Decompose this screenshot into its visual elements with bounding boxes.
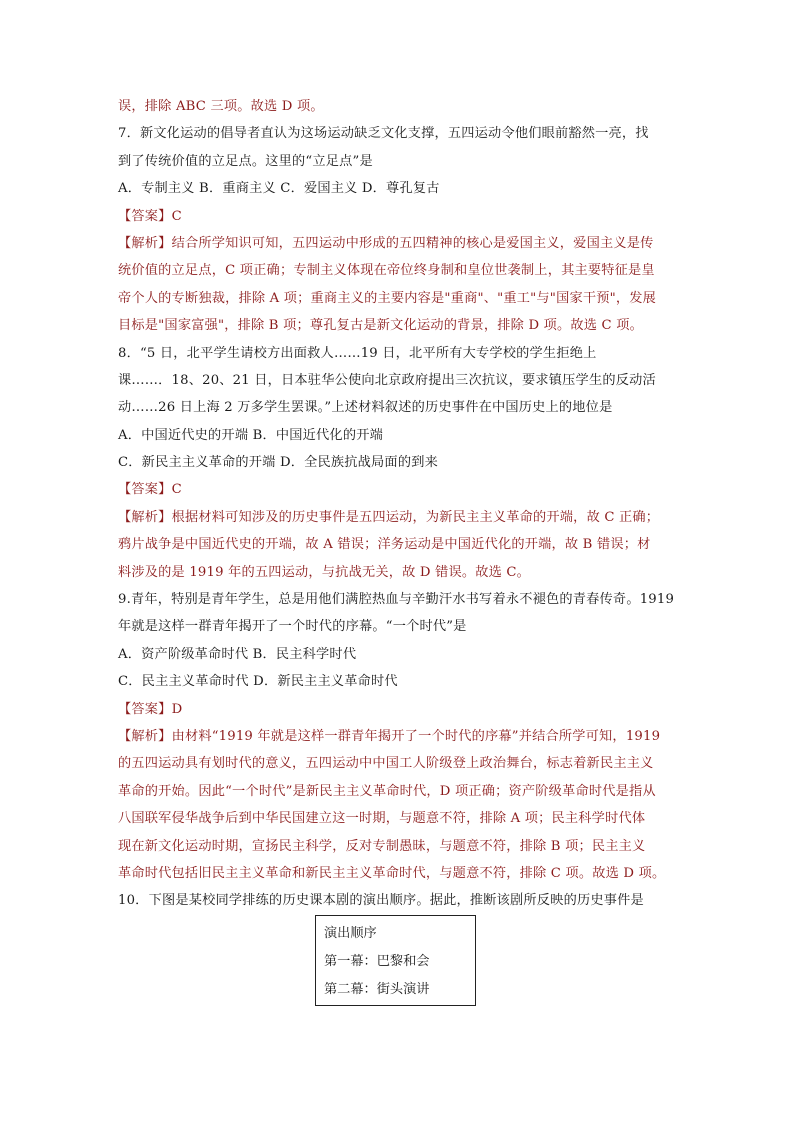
text-line [118, 422, 678, 449]
section-tag: 【答案】 [118, 208, 172, 224]
line-text: A．中国近代史的开端 B．中国近代化的开端 [118, 427, 383, 443]
act-two: 第二幕：街头演讲 [324, 982, 430, 997]
text-line [118, 449, 678, 476]
line-text: 目标是"国家富强"，排除 B 项；尊孔复古是新文化运动的背景，排除 D 项。故选 C 项。 [118, 318, 644, 334]
performance-order-title: 演出顺序 [324, 926, 377, 941]
text-line [118, 394, 678, 421]
text-line [118, 696, 678, 723]
line-text: 根据材料可知涉及的历史事件是五四运动，为新民主主义革命的开端，故 C 正确； [171, 509, 660, 525]
section-tag: 【解析】 [118, 235, 172, 251]
text-line [118, 367, 678, 394]
line-text: 7．新文化运动的倡导者直认为这场运动缺乏文化支撑，五四运动令他们眼前豁然一亮，找 [118, 126, 649, 142]
text-line [118, 641, 678, 668]
text-line [118, 887, 678, 914]
document-body [118, 93, 678, 915]
text-line [118, 257, 678, 284]
line-text: 八国联军侵华战争后到中华民国建立这一时期，与题意不符，排除 A 项；民主科学时代体 [118, 811, 646, 827]
text-line [118, 805, 678, 832]
line-text: 现在新文化运动时期，宣扬民主科学，反对专制愚昧，与题意不符，排除 B 项；民主主义 [118, 838, 646, 854]
text-line [118, 723, 678, 750]
section-tag: 【答案】 [118, 701, 172, 717]
line-text: 帝个人的专断独裁，排除 A 项；重商主义的主要内容是"重商"、"重工"与"国家干预"，发展 [118, 290, 657, 306]
line-text: 革命时代包括旧民主主义革命和新民主主义革命时代，与题意不符，排除 C 项。故选 D 项。 [118, 865, 666, 881]
line-text: C [171, 208, 182, 224]
text-line [118, 312, 678, 339]
text-line [118, 504, 678, 531]
section-tag: 【解析】 [118, 509, 172, 525]
text-line [118, 148, 678, 175]
line-text: C．民主主义革命时代 D．新民主主义革命时代 [118, 674, 398, 690]
line-text: 鸦片战争是中国近代史的开端，故 A 错误；洋务运动是中国近代化的开端，故 B 错误；材 [118, 537, 651, 553]
line-text: 到了传统价值的立足点。这里的“立足点”是 [118, 153, 373, 169]
performance-order-box [315, 915, 476, 1006]
line-text: 8．“5 日，北平学生请校方出面救人……19 日，北平所有大专学校的学生拒绝上 [118, 345, 597, 361]
text-line [118, 668, 678, 695]
line-text: 革命的开始。因此“一个时代”是新民主主义革命时代，D 项正确；资产阶级革命时代是指从 [118, 783, 656, 799]
text-line [118, 203, 678, 230]
line-text: 课……．18、20、21 日，日本驻华公使向北京政府提出三次抗议，要求镇压学生的反动活 [118, 372, 656, 388]
act-one: 第一幕：巴黎和会 [324, 954, 430, 969]
text-line [118, 531, 678, 558]
section-tag: 【解析】 [118, 728, 172, 744]
line-text: 误，排除 ABC 三项。故选 D 项。 [118, 99, 324, 114]
line-text: 9.青年，特别是青年学生，总是用他们满腔热血与辛勤汗水书写着永不褪色的青春传奇。1919 [118, 592, 675, 608]
text-line [118, 285, 678, 312]
line-text: 结合所学知识可知，五四运动中形成的五四精神的核心是爱国主义，爱国主义是传 [171, 235, 654, 251]
line-text: 由材料“1919 年就是这样一群青年揭开了一个时代的序幕”并结合所学可知，1919 [171, 728, 661, 744]
text-line [118, 750, 678, 777]
text-line [118, 778, 678, 805]
text-line [118, 613, 678, 640]
line-text: D [171, 701, 183, 717]
line-text: 统价值的立足点，C 项正确；专制主义体现在帝位终身制和皇位世袭制上，其主要特征是皇 [118, 263, 655, 279]
text-line [118, 230, 678, 257]
text-line [118, 833, 678, 860]
section-tag: 【答案】 [118, 482, 172, 498]
line-text: 的五四运动具有划时代的意义，五四运动中中国工人阶级登上政治舞台，标志着新民主主义 [118, 756, 654, 772]
text-line [118, 559, 678, 586]
text-line [118, 340, 678, 367]
line-text: 年就是这样一群青年揭开了一个时代的序幕。“一个时代”是 [118, 619, 467, 635]
line-text: 动……26 日上海 2 万多学生罢课。”上述材料叙述的历史事件在中国历史上的地位是 [118, 400, 613, 416]
line-text: A．专制主义 B．重商主义 C．爱国主义 D．尊孔复古 [118, 181, 440, 197]
text-line [118, 120, 678, 147]
line-text: C．新民主主义革命的开端 D．全民族抗战局面的到来 [118, 455, 438, 471]
line-text: 10．下图是某校同学排练的历史课本剧的演出顺序。据此，推断该剧所反映的历史事件是 [118, 893, 644, 909]
text-line [118, 586, 678, 613]
line-text: A．资产阶级革命时代 B．民主科学时代 [118, 646, 357, 662]
line-text: C [171, 482, 182, 498]
text-line [118, 93, 678, 120]
line-text: 料涉及的是 1919 年的五四运动，与抗战无关，故 D 错误。故选 C。 [118, 564, 531, 580]
text-line [118, 476, 678, 503]
text-line [118, 175, 678, 202]
text-line [118, 860, 678, 887]
